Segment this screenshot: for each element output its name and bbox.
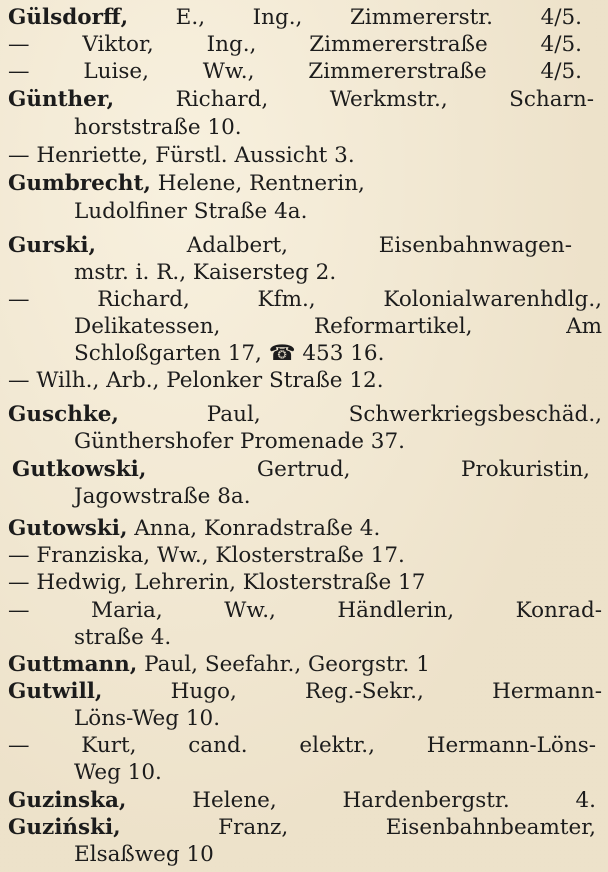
entry-line: [8, 652, 608, 678]
surname: Gutkowski,: [12, 457, 147, 482]
entry-continuation: Elsaßweg 10: [74, 842, 214, 867]
surname: Guschke,: [8, 402, 119, 427]
entry-line: [8, 733, 596, 759]
surname: Gülsdorff,: [8, 5, 129, 30]
entry-text: Paul, Seefahr., Georgstr. 1: [137, 652, 430, 677]
entry-line: [8, 598, 602, 624]
entry-text: — Luise, Ww., Zimmererstraße 4/5.: [8, 59, 582, 84]
entry-text: Paul, Schwerkriegsbeschäd.,: [118, 402, 602, 427]
entry-text: Richard, Werkmstr., Scharn-: [114, 87, 594, 112]
entry-continuation: Weg 10.: [74, 760, 162, 785]
entry-line: [8, 32, 582, 58]
entry-line: [8, 59, 582, 85]
entry-continuation: straße 4.: [74, 625, 172, 650]
surname: Gutowski,: [8, 516, 128, 541]
entry-continuation: horststraße 10.: [74, 115, 242, 140]
entry-line: [8, 516, 608, 542]
entry-text: — Franziska, Ww., Klosterstraße 17.: [8, 543, 405, 568]
surname: Guttmann,: [8, 652, 138, 677]
surname: Gumbrecht,: [8, 171, 151, 196]
entry-continuation: Günthershofer Promenade 37.: [74, 429, 405, 454]
entry-line: [8, 788, 596, 814]
entry-text: Franz, Eisenbahnbeamter,: [120, 815, 596, 840]
entry-line: [8, 368, 608, 394]
entry-text: Anna, Konradstraße 4.: [127, 516, 381, 541]
entry-text: Hugo, Reg.-Sekr., Hermann-: [102, 679, 602, 704]
entry-line: [8, 5, 582, 31]
surname: Gurski,: [8, 233, 96, 258]
entry-line: [8, 143, 608, 169]
entry-text: — Viktor, Ing., Zimmererstraße 4/5.: [8, 32, 582, 57]
entry-text: E., Ing., Zimmererstr. 4/5.: [128, 5, 582, 30]
entry-line: [8, 815, 596, 841]
entry-line: [8, 543, 608, 569]
entry-text: — Maria, Ww., Händlerin, Konrad-: [8, 598, 602, 623]
entry-text: Helene, Rentnerin,: [150, 171, 365, 196]
entry-continuation: Schloßgarten 17, ☎ 453 16.: [74, 341, 385, 366]
entry-line: [8, 679, 602, 705]
entry-line: [8, 570, 608, 596]
entry-text: Adalbert, Eisenbahnwagen-: [95, 233, 572, 258]
entry-text: Gertrud, Prokuristin,: [146, 457, 590, 482]
entry-line: [8, 402, 602, 428]
entry-line: [8, 287, 602, 313]
entry-continuation: Ludolfiner Straße 4a.: [74, 199, 308, 224]
entry-text: — Hedwig, Lehrerin, Klosterstraße 17: [8, 570, 426, 595]
surname: Guzinska,: [8, 788, 127, 813]
entry-text: — Kurt, cand. elektr., Hermann-Löns-: [8, 733, 596, 758]
entry-line: [8, 233, 572, 259]
entry-text: — Henriette, Fürstl. Aussicht 3.: [8, 143, 355, 168]
entry-text: Helene, Hardenbergstr. 4.: [126, 788, 596, 813]
surname: Guziński,: [8, 815, 121, 840]
entry-line: [12, 457, 590, 483]
surname: Gutwill,: [8, 679, 103, 704]
entry-text: — Richard, Kfm., Kolonialwarenhdlg.,: [8, 287, 602, 312]
entry-continuation: mstr. i. R., Kaisersteg 2.: [74, 260, 337, 285]
entry-continuation: Löns-Weg 10.: [74, 706, 221, 731]
entry-line: [8, 87, 594, 113]
entry-continuation: Delikatessen, Reformartikel, Am: [74, 314, 602, 339]
entry-text: — Wilh., Arb., Pelonker Straße 12.: [8, 368, 384, 393]
entry-line: [8, 171, 608, 197]
surname: Günther,: [8, 87, 115, 112]
entry-continuation: Jagowstraße 8a.: [74, 484, 251, 509]
